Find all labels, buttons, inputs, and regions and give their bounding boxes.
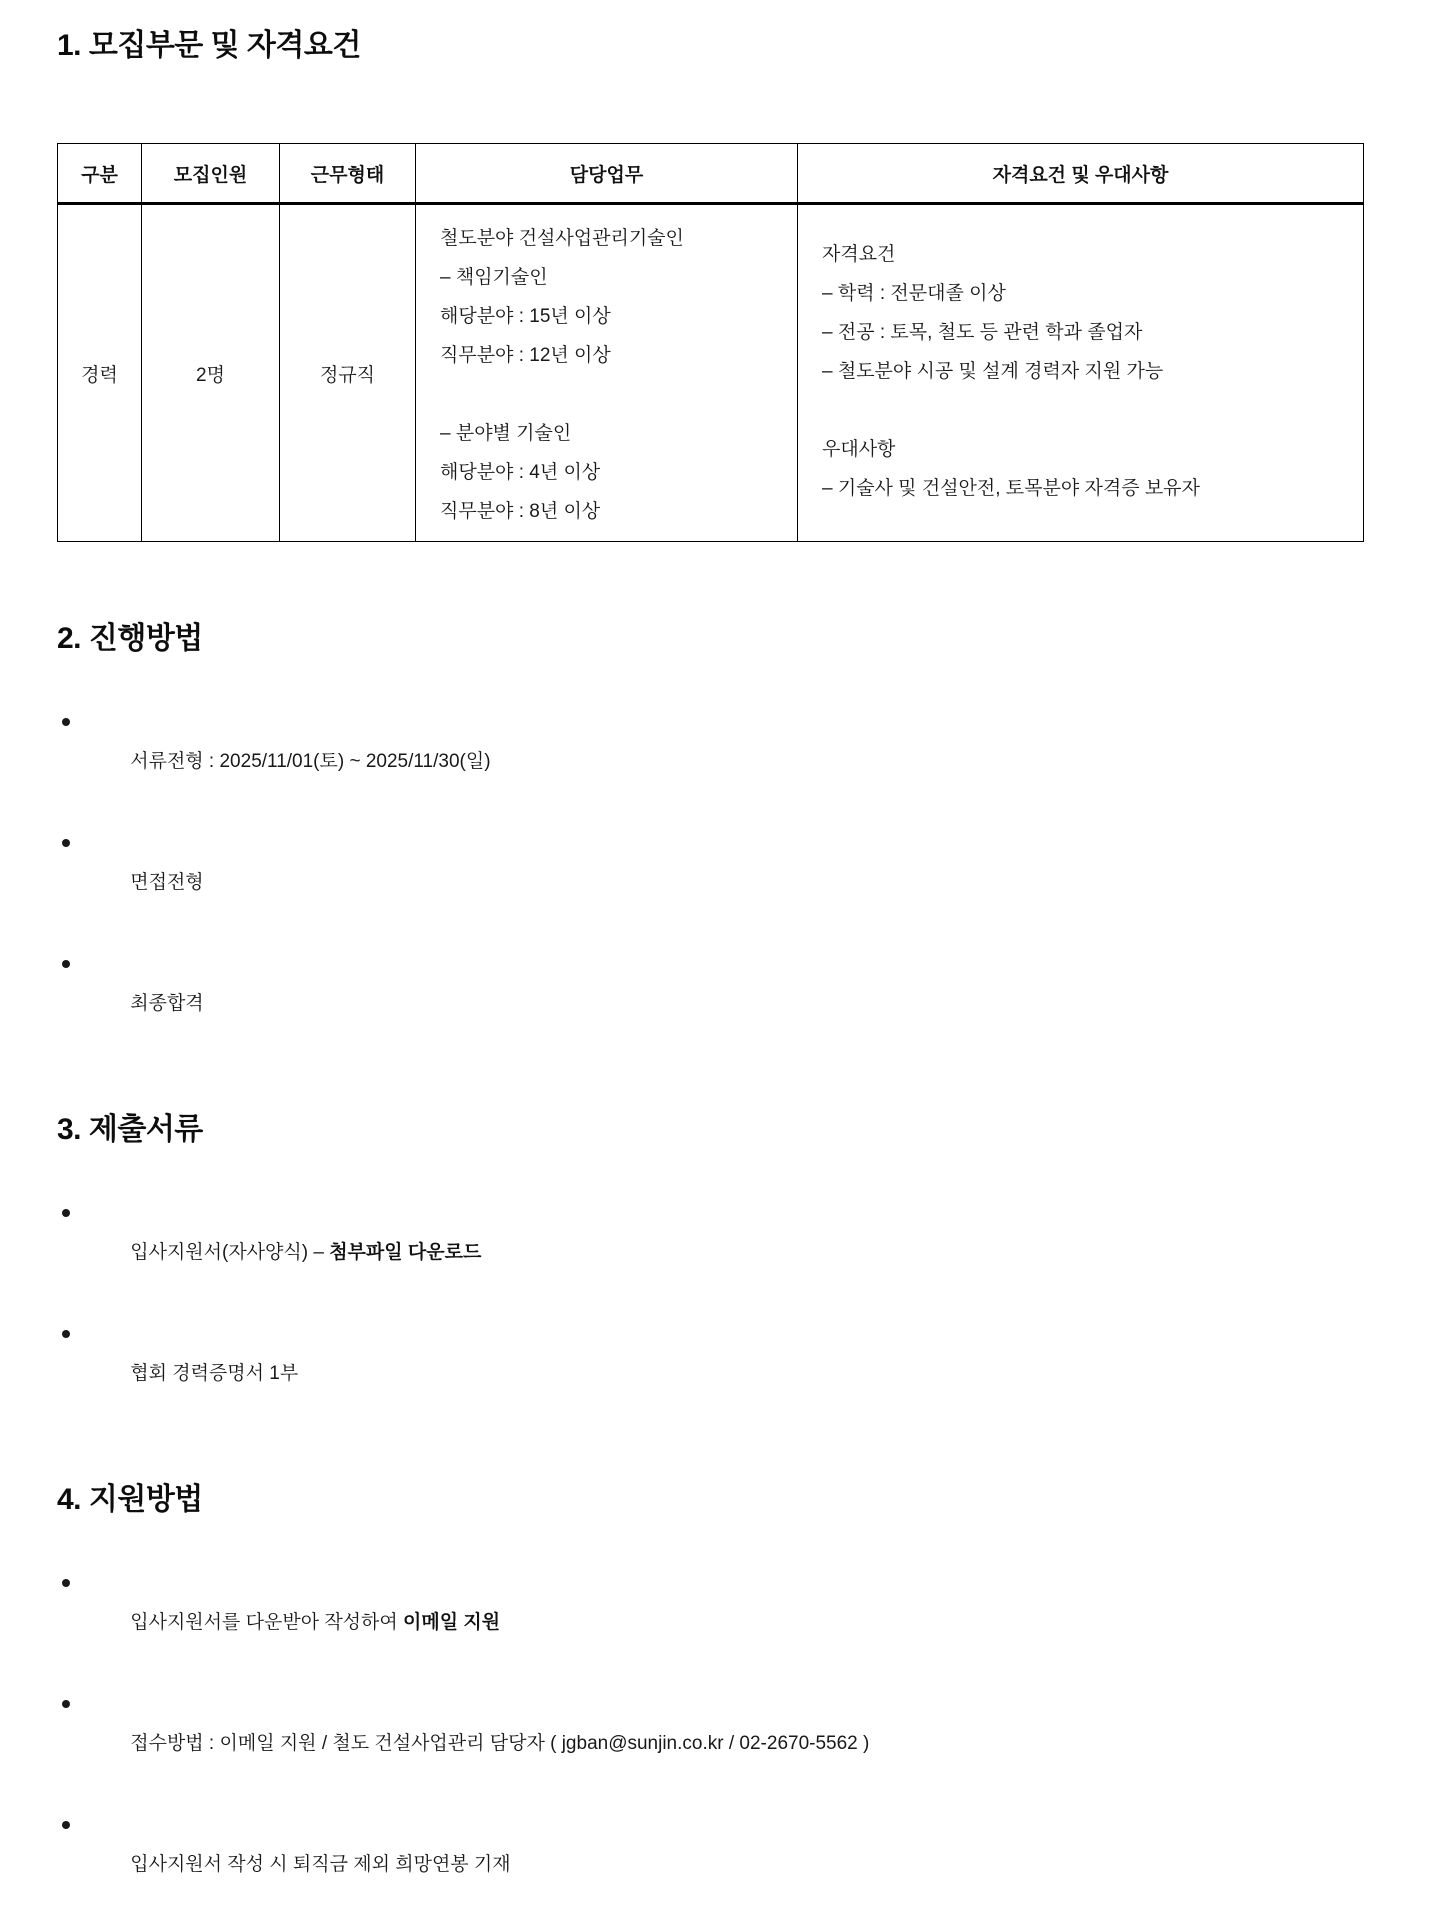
list-item-text: 서류전형 : 2025/11/01(토) ~ 2025/11/30(일): [130, 751, 491, 772]
spacer-line: [822, 391, 1347, 430]
attachment-download-link[interactable]: 첨부파일 다운로드: [329, 1242, 482, 1263]
duties-line: – 책임기술인: [440, 267, 548, 288]
qualifications-line: – 철도분야 시공 및 설계 경력자 지원 가능: [822, 361, 1164, 382]
list-item-text: 최종합격: [130, 993, 204, 1014]
bullet-icon: [62, 839, 70, 847]
duties-line: 해당분야 : 15년 이상: [440, 306, 611, 327]
recruitment-table: [57, 143, 1364, 542]
list-item-text: 협회 경력증명서 1부: [130, 1363, 299, 1384]
table-header-row: [58, 144, 1364, 204]
section-recruitment: [57, 28, 1361, 542]
cell-headcount: 2명: [142, 204, 280, 542]
bullet-icon: [62, 1579, 70, 1587]
column-header-employment-type: 근무형태: [280, 144, 416, 204]
documents-list: [57, 1193, 1361, 1434]
list-item-bold: 이메일 지원: [403, 1612, 501, 1633]
cell-category: 경력: [58, 204, 142, 542]
duties-line: 직무분야 : 12년 이상: [440, 345, 611, 366]
list-item: [57, 1314, 1361, 1434]
section-documents: [57, 1112, 1361, 1434]
list-item-text: 입사지원서를 다운받아 작성하여: [130, 1612, 404, 1633]
list-item: [57, 702, 1361, 822]
list-item: [57, 944, 1361, 1064]
qualifications-line: – 기술사 및 건설안전, 토목분야 자격증 보유자: [822, 478, 1200, 499]
bullet-icon: [62, 1821, 70, 1829]
section-process: [57, 621, 1361, 1064]
duties-line: 철도분야 건설사업관리기술인: [440, 228, 684, 249]
section-title-apply: 4. 지원방법: [57, 1483, 203, 1516]
qualifications-line: – 전공 : 토목, 철도 등 관련 학과 졸업자: [822, 322, 1143, 343]
qualifications-line: – 학력 : 전문대졸 이상: [822, 283, 1006, 304]
apply-list: [57, 1563, 1361, 1925]
bullet-icon: [62, 1700, 70, 1708]
table-row: [58, 204, 1364, 542]
spacer-line: [440, 375, 781, 414]
process-list: [57, 702, 1361, 1064]
bullet-icon: [62, 960, 70, 968]
qualifications-line: 자격요건: [822, 244, 896, 265]
bullet-icon: [62, 1330, 70, 1338]
list-item: [57, 1563, 1361, 1683]
list-item-text: 입사지원서 작성 시 퇴직금 제외 희망연봉 기재: [130, 1854, 511, 1875]
cell-employment-type: 정규직: [280, 204, 416, 542]
list-item-text: 면접전형: [130, 872, 204, 893]
duties-line: – 분야별 기술인: [440, 423, 572, 444]
list-item: [57, 1805, 1361, 1925]
list-item: [57, 1193, 1361, 1313]
section-title-documents: 3. 제출서류: [57, 1113, 203, 1146]
column-header-duties: 담당업무: [416, 144, 798, 204]
list-item: [57, 1684, 1361, 1804]
cell-duties: [416, 204, 798, 542]
qualifications-line: 우대사항: [822, 439, 896, 460]
duties-line: 해당분야 : 4년 이상: [440, 462, 601, 483]
list-item: [57, 823, 1361, 943]
section-title-recruitment: 1. 모집부문 및 자격요건: [57, 29, 361, 62]
column-header-category: 구분: [58, 144, 142, 204]
duties-line: 직무분야 : 8년 이상: [440, 501, 601, 522]
list-item-text: 접수방법 : 이메일 지원 / 철도 건설사업관리 담당자 ( jgban@sunjin.co.kr / 02-2670-5562 ): [130, 1733, 870, 1754]
bullet-icon: [62, 718, 70, 726]
bullet-icon: [62, 1209, 70, 1217]
list-item-text: 입사지원서(자사양식) –: [130, 1242, 330, 1263]
section-apply: [57, 1482, 1361, 1925]
cell-qualifications: [798, 204, 1364, 542]
column-header-qualifications: 자격요건 및 우대사항: [798, 144, 1364, 204]
section-title-process: 2. 진행방법: [57, 622, 203, 655]
column-header-headcount: 모집인원: [142, 144, 280, 204]
